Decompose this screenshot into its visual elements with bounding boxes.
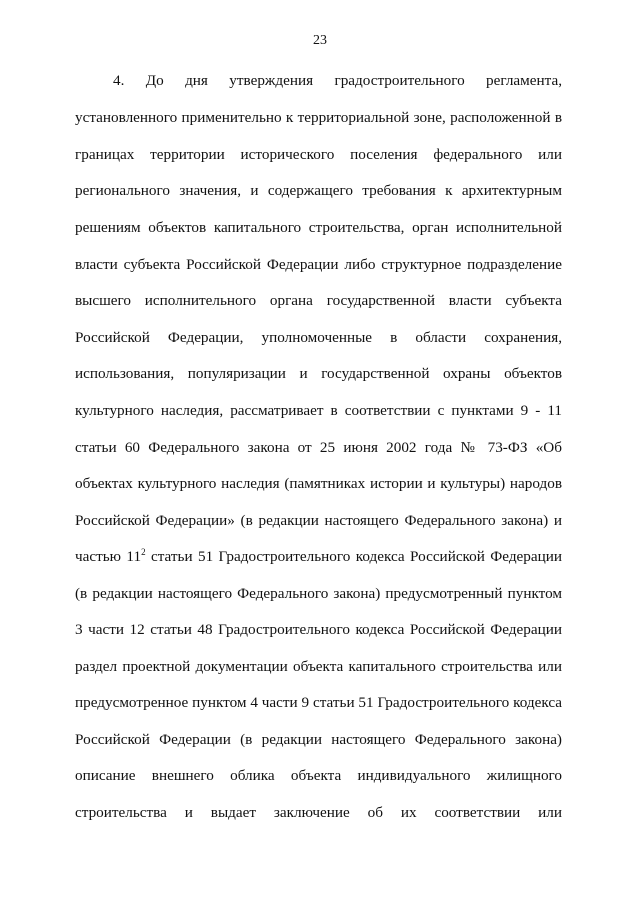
text-line: 3 части 12 статьи 48 Градостроительного кодекса Российской Федерации xyxy=(75,621,562,638)
text-line-prefix: частью 11 xyxy=(75,548,142,565)
text-line: строительства и выдает заключение об их соответствии или xyxy=(75,804,562,821)
superscript: 2 xyxy=(141,547,146,557)
text-line-with-superscript xyxy=(75,548,562,566)
text-line: Российской Федерации, уполномоченные в области сохранения, xyxy=(75,329,562,346)
text-line: культурного наследия, рассматривает в соответствии с пунктами 9 - 11 xyxy=(75,402,562,419)
text-line: статьи 60 Федерального закона от 25 июня 2002 года № 73-ФЗ «Об xyxy=(75,439,562,456)
text-line: регионального значения, и содержащего требования к архитектурным xyxy=(75,182,562,199)
page-number: 23 xyxy=(313,33,327,48)
text-line-rest: статьи 51 Градостроительного кодекса Российской Федерации xyxy=(150,548,563,565)
text-line: раздел проектной документации объекта капитального строительства или xyxy=(75,658,562,675)
text-line: использования, популяризации и государственной охраны объектов xyxy=(75,365,562,382)
text-line: границах территории исторического поселения федерального или xyxy=(75,146,562,163)
text-line: высшего исполнительного органа государственной власти субъекта xyxy=(75,292,562,309)
text-line: 4. До дня утверждения градостроительного регламента, xyxy=(113,72,562,89)
text-line: (в редакции настоящего Федерального закона) предусмотренный пунктом xyxy=(75,585,562,602)
text-line: объектах культурного наследия (памятниках истории и культуры) народов xyxy=(75,475,562,492)
text-line: Российской Федерации» (в редакции настоящего Федерального закона) и xyxy=(75,512,562,529)
text-line: Российской Федерации (в редакции настоящего Федерального закона) xyxy=(75,731,562,748)
text-line: предусмотренное пунктом 4 части 9 статьи 51 Градостроительного кодекса xyxy=(75,694,562,711)
text-line: описание внешнего облика объекта индивидуального жилищного xyxy=(75,767,562,784)
text-line: власти субъекта Российской Федерации либо структурное подразделение xyxy=(75,256,562,273)
text-line: решениям объектов капитального строительства, орган исполнительной xyxy=(75,219,562,236)
text-line: установленного применительно к территориальной зоне, расположенной в xyxy=(75,109,562,126)
